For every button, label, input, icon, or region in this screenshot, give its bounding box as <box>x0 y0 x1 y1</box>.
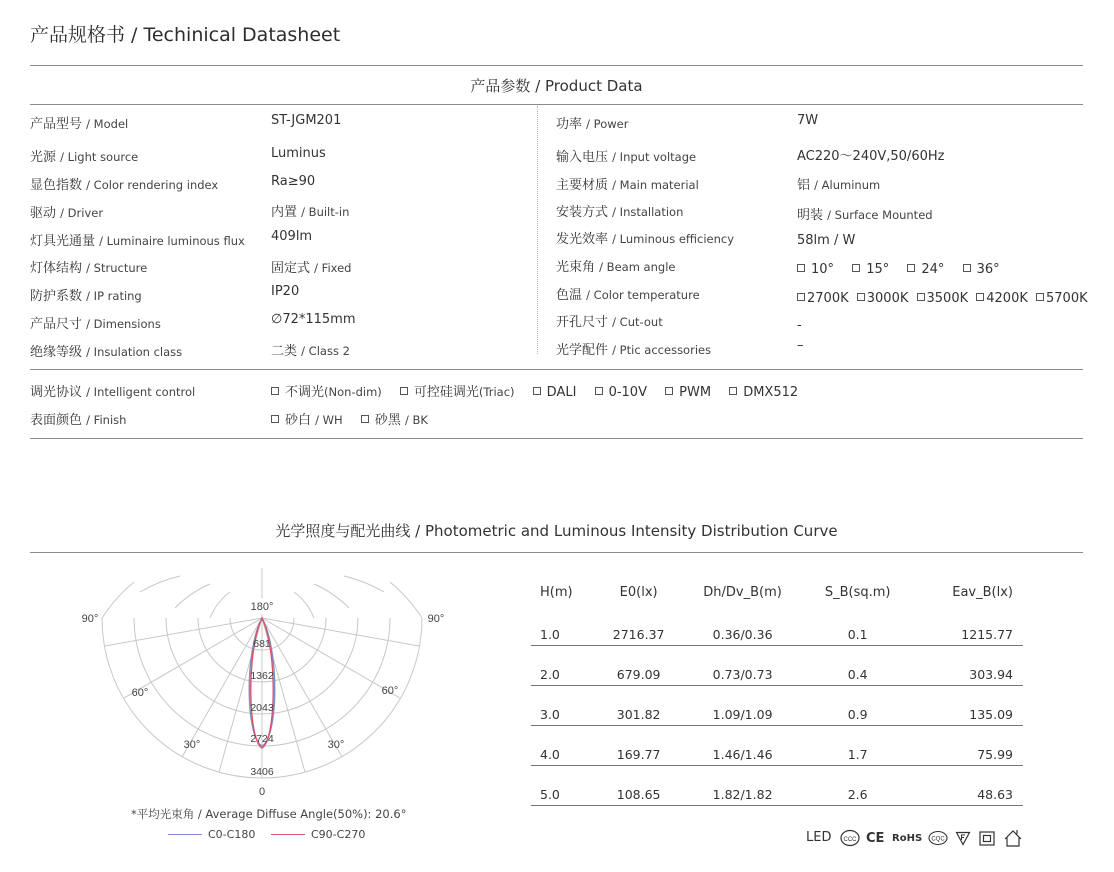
cct-option[interactable]: 3500K <box>917 291 969 306</box>
ring-label: 681 <box>253 638 271 650</box>
table-cell: 0.9 <box>805 686 910 726</box>
checkbox-icon <box>852 264 860 272</box>
column-header: H(m) <box>540 584 573 600</box>
table-cell: 1.0 <box>531 606 597 646</box>
legend-item-c90-c270: C90-C270 <box>271 828 365 841</box>
checkbox-icon <box>963 264 971 272</box>
finish-options <box>271 409 442 428</box>
table-cell: 301.82 <box>597 686 680 726</box>
table-row <box>531 766 1023 806</box>
led-mark: LED <box>806 830 832 845</box>
divider <box>30 104 1083 105</box>
control-option-non-dim[interactable]: 不调光(Non-dim) <box>271 385 382 400</box>
table-row <box>531 646 1023 686</box>
spec-value-input-voltage: AC220～240V,50/60Hz <box>797 149 945 164</box>
illuminance-table <box>531 578 1023 806</box>
cct-option[interactable]: 2700K <box>797 291 849 306</box>
spec-label-installation: 安装方式 / Installation <box>556 205 684 220</box>
control-label: 调光协议 / Intelligent control <box>30 385 196 400</box>
table-cell: 1.82/1.82 <box>680 766 805 806</box>
spec-label-luminous-efficiency: 发光效率 / Luminous efficiency <box>556 232 735 247</box>
table-cell: 0.4 <box>805 646 910 686</box>
angle-label-60-right: 60° <box>381 685 399 697</box>
ring-label: 3406 <box>250 766 274 778</box>
control-options <box>271 381 812 400</box>
legend-item-c0-c180: C0-C180 <box>168 828 255 841</box>
spec-label-dimensions: 产品尺寸 / Dimensions <box>30 317 161 332</box>
spec-label-optic-accessories: 光学配件 / Ptic accessories <box>556 343 712 358</box>
spec-label-main-material: 主要材质 / Main material <box>556 178 699 193</box>
f-mark-triangle-icon <box>955 831 971 846</box>
column-header: S_B(sq.m) <box>824 584 891 600</box>
spec-value-light-source: Luminus <box>271 146 326 161</box>
page-title: 产品规格书 / Techinical Datasheet <box>30 24 341 46</box>
beam-option[interactable]: 10° <box>797 262 834 277</box>
ccc-mark-icon <box>840 829 860 847</box>
table-cell: 3.0 <box>531 686 597 726</box>
beam-angle-options <box>797 262 1014 277</box>
photometric-heading: 光学照度与配光曲线 / Photometric and Luminous Intensity Distribution Curve <box>275 522 838 540</box>
column-header: Dh/Dv_B(m) <box>703 584 782 600</box>
control-option-dali[interactable]: DALI <box>533 385 577 400</box>
checkbox-icon <box>1036 293 1044 301</box>
spec-label-cri: 显色指数 / Color rendering index <box>30 178 219 193</box>
cct-option[interactable]: 4200K <box>976 291 1028 306</box>
checkbox-icon <box>533 387 541 395</box>
checkbox-icon <box>797 264 805 272</box>
angle-label-0: 0 <box>258 786 266 798</box>
spec-value-luminous-flux: 409lm <box>271 229 313 244</box>
legend-swatch <box>271 834 305 835</box>
divider <box>30 438 1083 439</box>
spec-label-light-source: 光源 / Light source <box>30 150 139 165</box>
spec-value-cri: Ra≥90 <box>271 174 316 189</box>
checkbox-icon <box>857 293 865 301</box>
spec-value-installation: 明装 / Surface Mounted <box>797 208 933 223</box>
average-angle-note: *平均光束角 / Average Diffuse Angle(50%): 20.6° <box>131 807 407 821</box>
checkbox-icon <box>271 387 279 395</box>
svg-text:CCC: CCC <box>843 837 857 843</box>
angle-label-180: 180° <box>250 601 274 613</box>
spec-value-structure: 固定式 / Fixed <box>271 261 352 276</box>
table-cell: 4.0 <box>531 726 597 766</box>
checkbox-icon <box>729 387 737 395</box>
spec-label-cut-out: 开孔尺寸 / Cut-out <box>556 315 663 330</box>
spec-value-ip-rating: IP20 <box>271 284 300 299</box>
spec-label-ip-rating: 防护系数 / IP rating <box>30 289 142 304</box>
checkbox-icon <box>907 264 915 272</box>
checkbox-icon <box>361 415 369 423</box>
spec-value-cut-out: - <box>797 318 802 333</box>
table-row <box>531 686 1023 726</box>
table-cell: 2716.37 <box>597 606 680 646</box>
cqc-mark-icon <box>928 830 948 846</box>
cct-option[interactable]: 3000K <box>857 291 909 306</box>
spec-label-structure: 灯体结构 / Structure <box>30 261 148 276</box>
spec-value-main-material: 铝 / Aluminum <box>797 178 881 193</box>
finish-option-wh[interactable]: 砂白 / WH <box>271 413 343 428</box>
spec-label-color-temperature: 色温 / Color temperature <box>556 288 700 303</box>
angle-label-60-left: 60° <box>131 687 149 699</box>
table-cell: 5.0 <box>531 766 597 806</box>
spec-label-insulation: 绝缘等级 / Insulation class <box>30 345 183 360</box>
angle-label-30-left: 30° <box>183 739 201 751</box>
spec-label-luminous-flux: 灯具光通量 / Luminaire luminous flux <box>30 234 245 249</box>
table-row <box>531 606 1023 646</box>
control-option-pwm[interactable]: PWM <box>665 385 711 400</box>
control-option-dmx512[interactable]: DMX512 <box>729 385 798 400</box>
spec-value-luminous-efficiency: 58lm / W <box>797 233 856 248</box>
table-header-row <box>531 578 1023 606</box>
beam-option[interactable]: 36° <box>963 262 1000 277</box>
checkbox-icon <box>271 415 279 423</box>
checkbox-icon <box>797 293 805 301</box>
control-option-triac[interactable]: 可控硅调光(Triac) <box>400 385 515 400</box>
column-header: Eav_B(lx) <box>952 584 1013 600</box>
spec-label-beam-angle: 光束角 / Beam angle <box>556 260 676 275</box>
table-cell: 303.94 <box>910 646 1023 686</box>
table-cell: 1.09/1.09 <box>680 686 805 726</box>
ce-mark: CE <box>866 831 885 846</box>
rohs-mark: RoHS <box>892 833 923 844</box>
finish-option-bk[interactable]: 砂黑 / BK <box>361 413 428 428</box>
spec-label-driver: 驱动 / Driver <box>30 206 104 221</box>
table-cell: 135.09 <box>910 686 1023 726</box>
table-cell: 48.63 <box>910 766 1023 806</box>
checkbox-icon <box>917 293 925 301</box>
finish-label: 表面颜色 / Finish <box>30 413 127 428</box>
ring-label: 2724 <box>250 733 274 745</box>
table-cell: 1.7 <box>805 726 910 766</box>
spec-value-dimensions: ∅72*115mm <box>271 312 356 327</box>
spec-value-power: 7W <box>797 113 819 128</box>
table-cell: 75.99 <box>910 726 1023 766</box>
checkbox-icon <box>400 387 408 395</box>
spec-value-model: ST-JGM201 <box>271 113 342 128</box>
cct-option[interactable]: 5700K <box>1036 291 1088 306</box>
table-cell: 169.77 <box>597 726 680 766</box>
product-data-heading: 产品参数 / Product Data <box>470 77 643 95</box>
spec-value-driver: 内置 / Built-in <box>271 205 350 220</box>
divider <box>30 65 1083 66</box>
ring-label: 1362 <box>250 670 274 682</box>
checkbox-icon <box>595 387 603 395</box>
table-cell: 0.73/0.73 <box>680 646 805 686</box>
table-cell: 1215.77 <box>910 606 1023 646</box>
beam-option[interactable]: 15° <box>852 262 889 277</box>
column-header: E0(lx) <box>619 584 658 600</box>
divider <box>30 552 1083 553</box>
spec-label-model: 产品型号 / Model <box>30 117 129 132</box>
beam-option[interactable]: 24° <box>907 262 944 277</box>
indoor-use-mark-icon <box>1003 828 1023 848</box>
column-separator <box>537 106 538 354</box>
table-cell: 679.09 <box>597 646 680 686</box>
spec-label-power: 功率 / Power <box>556 117 629 132</box>
table-row <box>531 726 1023 766</box>
spec-value-insulation: 二类 / Class 2 <box>271 344 350 359</box>
spec-label-input-voltage: 输入电压 / Input voltage <box>556 150 697 165</box>
control-option-0-10v[interactable]: 0-10V <box>595 385 647 400</box>
checkbox-icon <box>665 387 673 395</box>
legend-swatch <box>168 834 202 835</box>
svg-text:CQC: CQC <box>931 836 945 843</box>
table-cell: 2.0 <box>531 646 597 686</box>
ring-label: 2043 <box>250 702 274 714</box>
spec-value-optic-accessories: – <box>797 338 804 353</box>
table-cell: 2.6 <box>805 766 910 806</box>
angle-label-30-right: 30° <box>327 739 345 751</box>
angle-label-90-left: 90° <box>81 613 99 625</box>
color-temp-options <box>797 291 1092 306</box>
table-cell: 1.46/1.46 <box>680 726 805 766</box>
angle-label-90-right: 90° <box>427 613 445 625</box>
class-ii-mark-icon <box>979 831 995 846</box>
table-cell: 108.65 <box>597 766 680 806</box>
checkbox-icon <box>976 293 984 301</box>
table-cell: 0.1 <box>805 606 910 646</box>
table-cell: 0.36/0.36 <box>680 606 805 646</box>
divider <box>30 369 1083 370</box>
